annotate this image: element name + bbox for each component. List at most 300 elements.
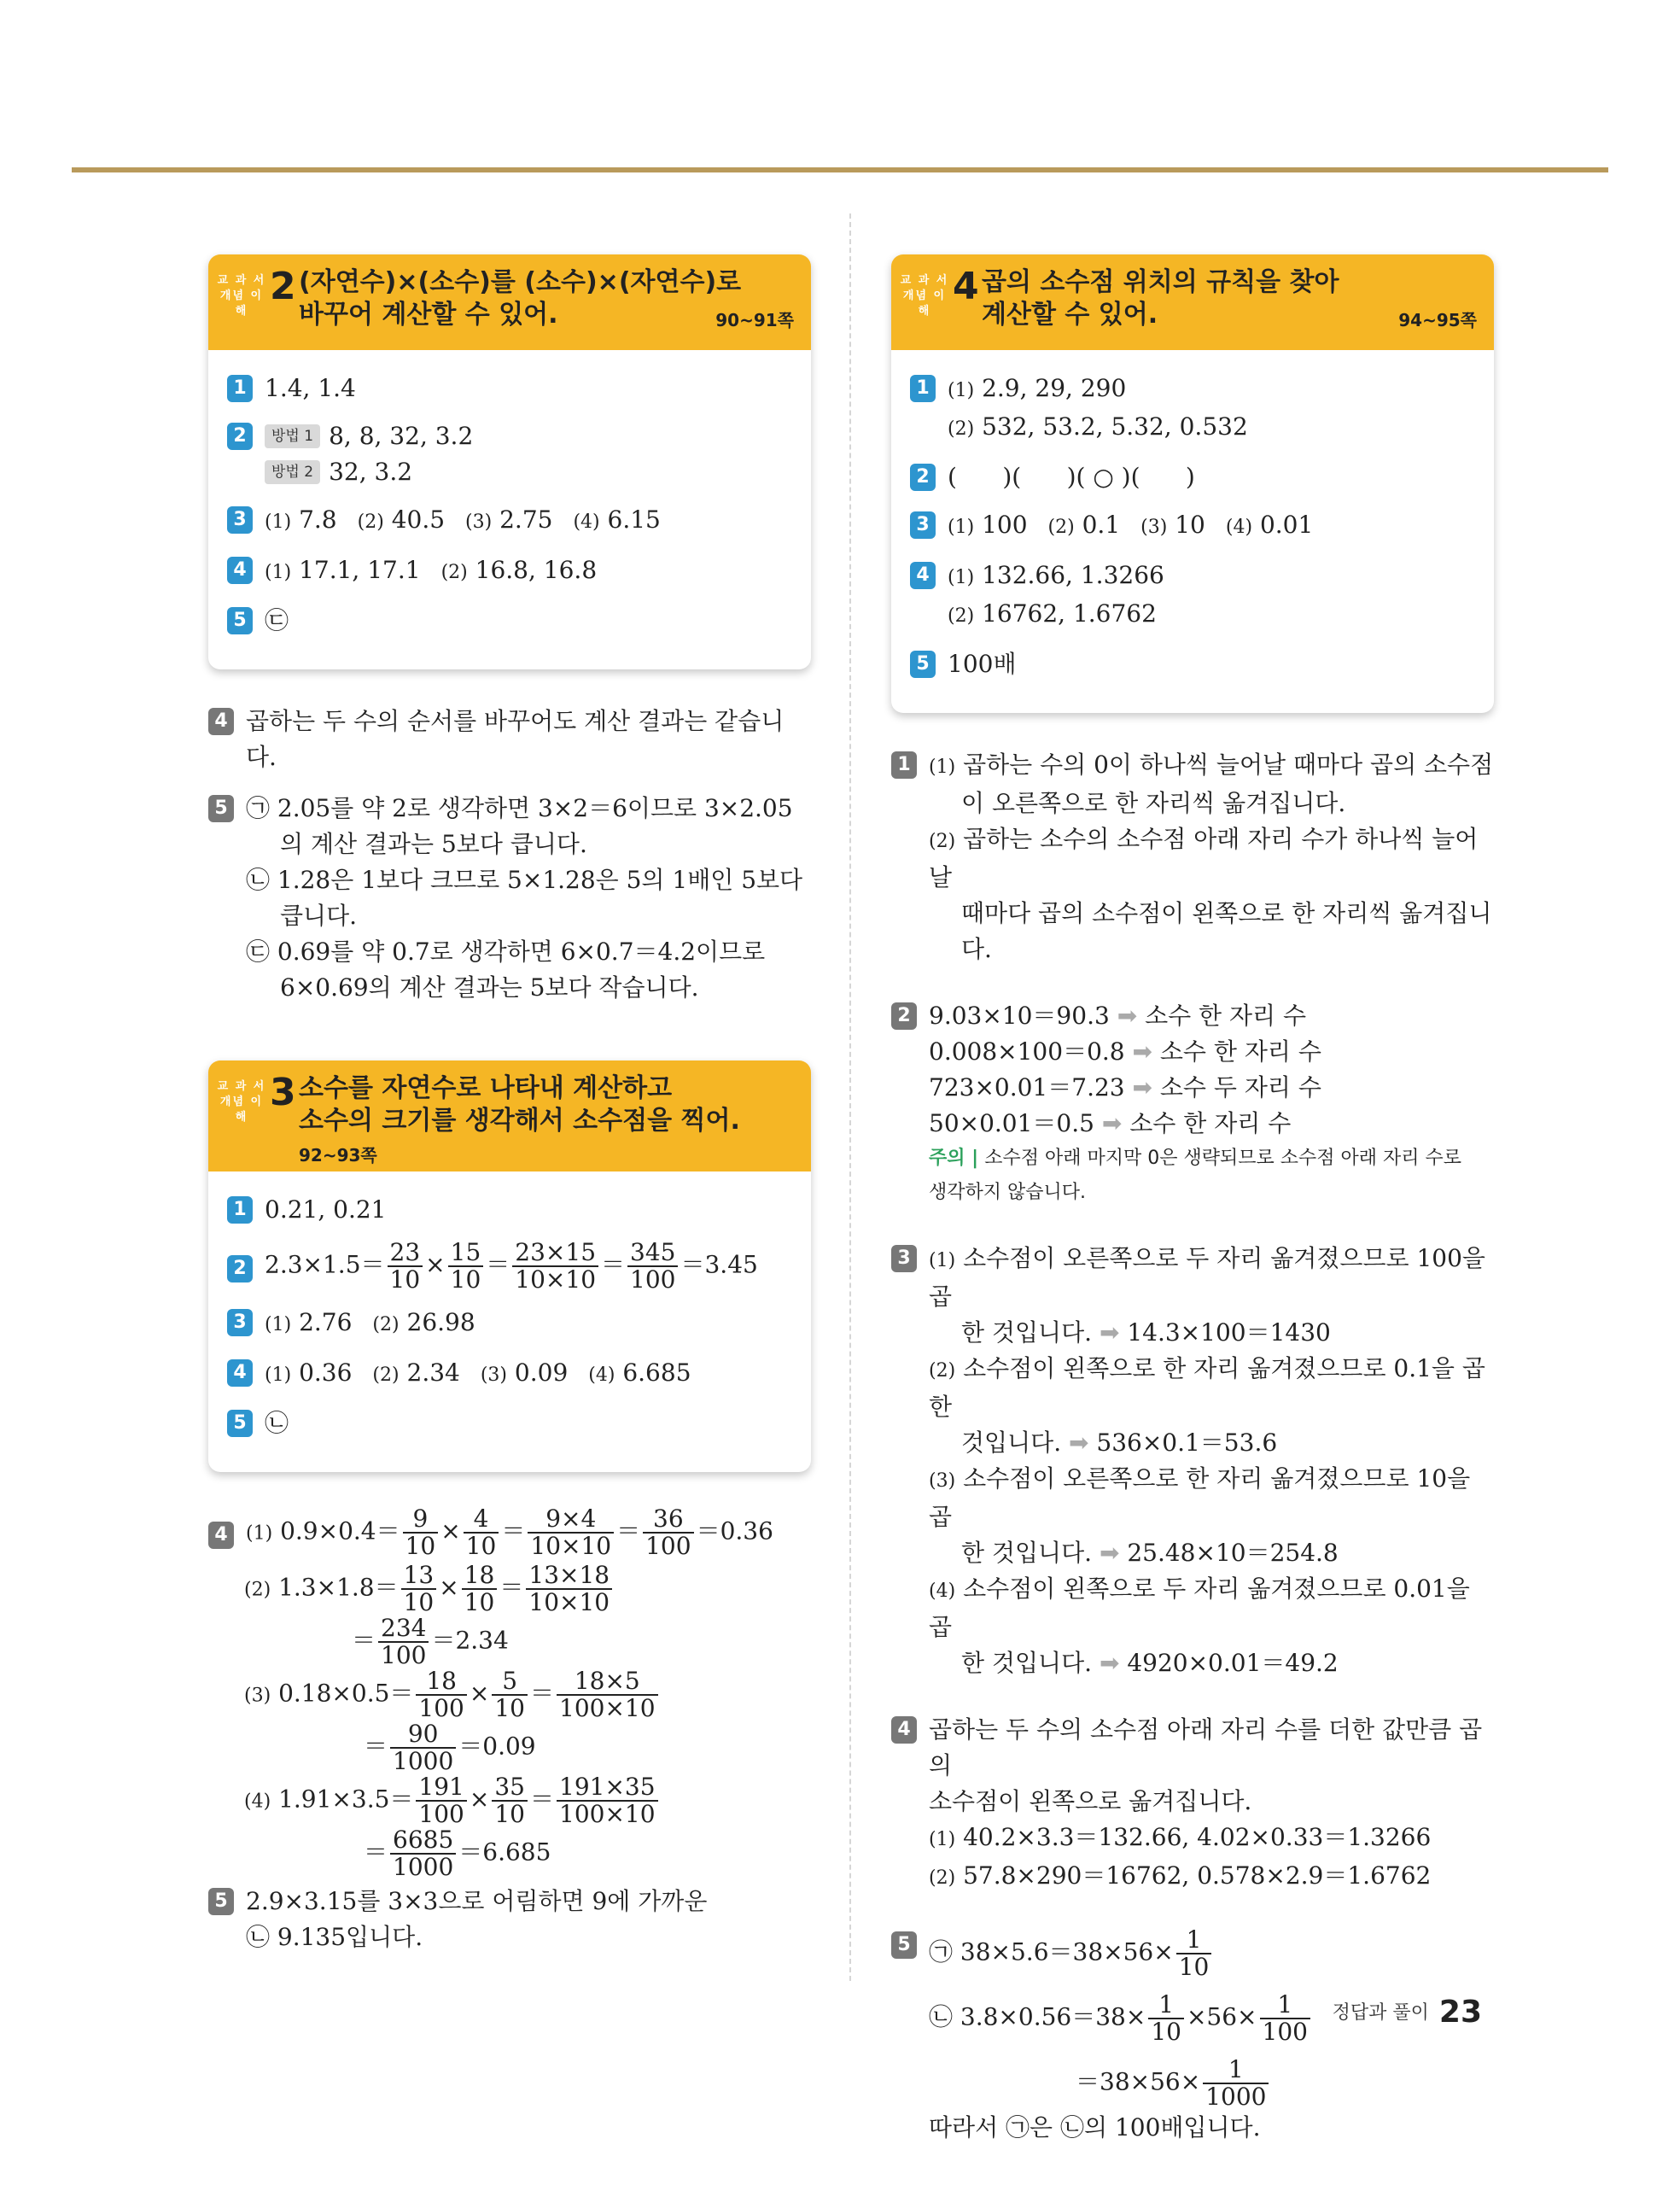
text-fragment: 10×10 — [515, 1265, 597, 1294]
text-fragment: 100 — [418, 1800, 464, 1828]
text-fragment: ＝6.685 — [458, 1838, 551, 1867]
title-line-1: 소수를 자연수로 나타내 계산하고 — [299, 1073, 673, 1103]
text-fragment: 35 — [492, 1774, 528, 1802]
text-fragment: 1 — [1203, 2057, 1269, 2084]
text-fragment: 것입니다. — [961, 1429, 1062, 1457]
text-fragment: 532, 53.2, 5.32, 0.532 — [982, 412, 1248, 441]
text-fragment: 10 — [1175, 511, 1205, 539]
text-fragment: 10 — [464, 1588, 495, 1616]
text-fragment: 소수점이 왼쪽으로 두 자리 옮겨졌으므로 0.01을 곱 — [929, 1575, 1470, 1641]
text-fragment: 0.18×0.5＝ — [278, 1679, 414, 1708]
answer-text — [265, 1240, 758, 1293]
text-fragment: 90 — [390, 1721, 456, 1749]
text-fragment: 25.48×10＝254.8 — [1127, 1539, 1339, 1567]
text-fragment: 10 — [403, 1588, 435, 1616]
text-fragment: 100 — [630, 1265, 676, 1294]
text-fragment: 1000 — [393, 1853, 454, 1881]
page-number: 23 — [1438, 1995, 1482, 2030]
line: 6×0.69의 계산 결과는 5보다 작습니다. — [280, 973, 699, 1002]
text-fragment: 1 — [1148, 1992, 1184, 2019]
text-fragment: (4) — [1225, 517, 1253, 538]
text-fragment: ＝ — [616, 1516, 641, 1545]
text-fragment: 36 — [643, 1506, 693, 1534]
text-fragment: × — [439, 1573, 459, 1602]
concept-badge — [215, 273, 268, 318]
text-fragment: 4920×0.01＝49.2 — [1127, 1649, 1339, 1677]
answer-5 — [910, 646, 1475, 682]
text-fragment: 0.01 — [1259, 511, 1314, 539]
text-fragment: 10×10 — [530, 1532, 612, 1560]
text-fragment: (2) — [929, 1867, 956, 1889]
text-fragment: (2) — [929, 1360, 956, 1382]
answer-number: 4 — [227, 1359, 253, 1387]
explanation-text — [929, 1712, 1494, 1896]
text-fragment: 191 — [416, 1774, 466, 1802]
section-4-explanations — [891, 747, 1494, 2146]
arrow-right-icon: ➡ — [1101, 1109, 1123, 1137]
calc-3 — [208, 1668, 811, 1721]
answers — [208, 350, 811, 669]
caution-note — [929, 1142, 1461, 1176]
fraction — [1203, 2057, 1269, 2110]
fraction — [1148, 1992, 1184, 2045]
explanation-4 — [891, 1712, 1494, 1896]
answer-text: ㉢ — [265, 606, 289, 634]
fraction — [403, 1506, 439, 1559]
method-tag: 방법 2 — [265, 460, 320, 484]
answer-text: 1.4, 1.4 — [265, 374, 356, 402]
text-fragment: ＝0.09 — [458, 1732, 536, 1761]
text-fragment: 345 — [627, 1240, 678, 1267]
text-fragment: 100 — [1262, 2018, 1308, 2046]
text-fragment: 100 — [982, 511, 1028, 539]
explanation-text — [246, 791, 802, 1006]
text-fragment: 9 — [403, 1506, 439, 1534]
answers — [891, 350, 1494, 713]
text-fragment: (1) — [929, 1829, 956, 1850]
text-fragment: 1000 — [393, 1747, 454, 1775]
fraction — [492, 1668, 528, 1721]
text-fragment: (3) — [1140, 517, 1168, 538]
text-fragment: 10 — [1151, 2018, 1181, 2046]
answer-4 — [910, 558, 1475, 634]
text-fragment: (2) — [244, 1579, 271, 1601]
fraction — [512, 1240, 598, 1293]
part-value: 26.98 — [406, 1308, 475, 1336]
explanation-number: 1 — [891, 751, 917, 779]
answer-3 — [227, 1305, 792, 1343]
text-fragment: 한 것입니다. — [961, 1318, 1093, 1347]
answer-5 — [227, 603, 792, 639]
line: ㉠ 2.05를 약 2로 생각하면 3×2＝6이므로 3×2.05 — [246, 794, 793, 822]
calc-4-cont — [208, 1827, 811, 1880]
answer-1 — [910, 371, 1475, 447]
part-value: 16.8, 16.8 — [475, 556, 598, 584]
text-fragment: 0.008×100＝0.8 — [929, 1037, 1125, 1066]
explanation-number: 5 — [208, 795, 234, 822]
answer-number: 4 — [227, 557, 253, 584]
page-range: 94~95쪽 — [1398, 310, 1477, 330]
text-fragment: (2) — [948, 605, 975, 627]
answer-text — [265, 1305, 475, 1343]
fraction — [643, 1506, 693, 1559]
text-fragment: 10 — [494, 1800, 525, 1828]
explanation-number: 5 — [891, 1931, 917, 1959]
part-value: 6.15 — [607, 505, 661, 534]
arrow-right-icon: ➡ — [1132, 1037, 1152, 1066]
answer-text: ( )( )( ○ )( ) — [948, 463, 1195, 491]
fraction — [390, 1721, 456, 1774]
text-fragment: 10 — [465, 1532, 497, 1560]
part-value: 0.36 — [299, 1358, 353, 1387]
answer-1 — [227, 371, 792, 406]
part-value: 2.75 — [499, 505, 553, 534]
calc-2-cont — [208, 1615, 811, 1668]
text-fragment: 소수 두 자리 수 — [1159, 1073, 1321, 1101]
fraction — [388, 1240, 423, 1293]
part-label: (2) — [440, 562, 468, 583]
text-fragment: 132.66, 1.3266 — [982, 561, 1164, 589]
text-fragment: 소수점이 오른쪽으로 한 자리 옮겨졌으므로 10을 곱 — [929, 1464, 1471, 1531]
arrow-right-icon: ➡ — [1099, 1539, 1120, 1567]
answer-number: 1 — [227, 1196, 253, 1224]
text-fragment: 2.9, 29, 290 — [982, 374, 1127, 402]
part-label: (4) — [588, 1364, 615, 1386]
text-fragment: 536×0.1＝53.6 — [1096, 1429, 1278, 1457]
fraction — [492, 1774, 528, 1827]
part-value: 2.34 — [406, 1358, 460, 1387]
text-fragment: (1) — [929, 1250, 956, 1271]
text-fragment: 한 것입니다. — [961, 1539, 1093, 1567]
text-fragment: 18 — [462, 1563, 498, 1590]
section-title — [299, 1072, 792, 1171]
text-fragment: 주의 | — [929, 1148, 979, 1169]
text-fragment: ＝ — [352, 1626, 376, 1655]
left-column — [208, 254, 811, 1964]
answer-number: 3 — [910, 511, 936, 539]
text-fragment: (2) — [929, 831, 956, 852]
answer-number: 5 — [227, 1410, 253, 1437]
text-fragment: 10 — [1178, 1953, 1210, 1981]
title-line-1: (자연수)×(소수)를 (소수)×(자연수)로 — [299, 267, 742, 297]
text-fragment: ㉠ 38×5.6＝38×56× — [929, 1937, 1174, 1966]
part-value: 6.685 — [622, 1358, 691, 1387]
explanation-5 — [208, 1884, 811, 1955]
section-3-explanations — [208, 1506, 811, 1955]
section-4-card — [891, 254, 1494, 713]
text-fragment: ＝ — [499, 1573, 524, 1602]
op: ＝ — [601, 1250, 626, 1279]
answer-number: 1 — [910, 375, 936, 402]
footer-text: 정답과 풀이 — [1332, 2002, 1429, 2024]
text-fragment: 1 — [1260, 1992, 1310, 2019]
text-fragment: 18×5 — [557, 1668, 658, 1696]
section-2-card — [208, 254, 811, 669]
text-fragment: 18 — [416, 1668, 466, 1696]
text-fragment: (1) — [246, 1522, 273, 1545]
fraction — [390, 1827, 456, 1880]
answers — [208, 1171, 811, 1472]
answer-number: 1 — [227, 375, 253, 402]
text-fragment: (1) — [929, 757, 956, 778]
text-fragment: 57.8×290＝16762, 0.578×2.9＝1.6762 — [963, 1861, 1432, 1890]
text-fragment: × — [469, 1679, 490, 1708]
text-fragment: 1 — [1176, 1927, 1212, 1954]
line: ㉢ 0.69를 약 0.7로 생각하면 6×0.7＝4.2이므로 — [246, 938, 766, 966]
text-fragment: 50×0.01＝0.5 — [929, 1109, 1094, 1137]
text-fragment: ＝ — [364, 1732, 388, 1761]
text-fragment: ＝38×56× — [1076, 2067, 1201, 2096]
expr: 2.3×1.5＝ — [265, 1250, 385, 1279]
answer-number: 3 — [227, 506, 253, 534]
text-fragment: 100 — [418, 1694, 464, 1722]
part-value: 2.76 — [299, 1308, 353, 1336]
text-fragment: 5 — [492, 1668, 528, 1696]
title-text: 소수의 크기를 생각해서 소수점을 찍어. — [299, 1106, 740, 1136]
explanation-number: 4 — [208, 708, 234, 735]
text-fragment: 소수점이 왼쪽으로 한 자리 옮겨졌으므로 0.1을 곱한 — [929, 1354, 1485, 1421]
answer-text: 0.21, 0.21 — [265, 1195, 387, 1224]
text-fragment: 2.9×3.15를 3×3으로 어림하면 9에 가까운 — [246, 1887, 708, 1915]
page-range: 92~93쪽 — [299, 1145, 377, 1166]
text-fragment: 소수 한 자리 수 — [1145, 1002, 1307, 1030]
right-column — [891, 254, 1494, 2154]
text-fragment: ＝0.36 — [696, 1516, 773, 1545]
answer-2 — [227, 1240, 792, 1293]
fraction — [416, 1774, 466, 1827]
part-label: (1) — [265, 1364, 292, 1386]
answer-number: 4 — [910, 562, 936, 589]
answer-text — [948, 558, 1164, 634]
text-fragment: 15 — [448, 1240, 484, 1267]
answer-4 — [227, 552, 792, 591]
text-fragment: 이 오른쪽으로 한 자리씩 옮겨집니다. — [961, 789, 1346, 817]
answer-1 — [227, 1192, 792, 1228]
text-fragment: 13×18 — [526, 1563, 612, 1590]
explanation-text — [929, 1241, 1494, 1681]
part-label: (4) — [573, 511, 600, 533]
answer-number: 2 — [227, 423, 253, 450]
explanation-2 — [891, 998, 1494, 1210]
text-fragment: 16762, 1.6762 — [982, 599, 1157, 628]
title-line-1: 곱의 소수점 위치의 규칙을 찾아 — [982, 267, 1339, 297]
explanation-3 — [891, 1241, 1494, 1681]
answer-number: 2 — [910, 464, 936, 491]
badge-text: 교 과 서 개념 이해 — [900, 274, 949, 318]
explanation-number: 2 — [891, 1002, 917, 1030]
fraction — [627, 1240, 678, 1293]
explanation-5 — [891, 1927, 1494, 2146]
answer-5 — [227, 1405, 792, 1441]
text-fragment: 23 — [388, 1240, 423, 1267]
answer-text — [265, 418, 473, 490]
fraction — [464, 1506, 499, 1559]
part-label: (2) — [372, 1364, 400, 1386]
fraction — [378, 1615, 429, 1668]
calc-4 — [208, 1774, 811, 1827]
text-fragment: (3) — [244, 1685, 271, 1707]
badge-text: 교 과 서 개념 이해 — [217, 274, 266, 318]
text-fragment: 소수점이 왼쪽으로 옮겨집니다. — [929, 1787, 1252, 1815]
answer-text: ㉡ — [265, 1409, 289, 1437]
text-fragment: 9.03×10＝90.3 — [929, 1002, 1110, 1030]
title-line-2 — [299, 1105, 792, 1171]
answer-2 — [227, 418, 792, 490]
method-tag: 방법 1 — [265, 424, 320, 448]
part-label: (1) — [265, 1314, 292, 1335]
section-number: 4 — [953, 265, 979, 308]
calc-1 — [246, 1506, 773, 1559]
calc-2 — [208, 1563, 811, 1615]
fraction — [1176, 1927, 1212, 1980]
explanation-4 — [208, 1506, 811, 1559]
part-label: (1) — [265, 511, 292, 533]
text-fragment: 100 — [381, 1641, 427, 1669]
text-fragment: 소수 한 자리 수 — [1129, 1109, 1292, 1137]
arrow-right-icon: ➡ — [1117, 1002, 1138, 1030]
text-fragment: (1) — [948, 567, 975, 588]
text-fragment: ×56× — [1186, 2002, 1257, 2031]
text-fragment: ＝ — [529, 1785, 554, 1814]
title-line-2: 계산할 수 있어. — [982, 300, 1158, 330]
explanation-text — [929, 747, 1494, 967]
explanation-text: 곱하는 두 수의 순서를 바꾸어도 계산 결과는 같습니다. — [246, 707, 785, 771]
method-value: 8, 8, 32, 3.2 — [329, 422, 474, 450]
text-fragment: 100 — [645, 1532, 691, 1560]
arrow-right-icon: ➡ — [1132, 1073, 1152, 1101]
explanation-number: 3 — [891, 1245, 917, 1272]
text-fragment: 6685 — [390, 1827, 456, 1855]
text-fragment: ＝ — [364, 1838, 388, 1867]
fraction — [526, 1563, 612, 1615]
text-fragment: ＝ — [501, 1516, 526, 1545]
part-value: 17.1, 17.1 — [299, 556, 421, 584]
explanation-number: 4 — [891, 1716, 917, 1744]
fraction — [416, 1668, 466, 1721]
section-3-header — [208, 1060, 811, 1171]
explanation-number: 4 — [208, 1522, 234, 1549]
text-fragment: 14.3×100＝1430 — [1127, 1318, 1331, 1347]
calc-3-cont — [208, 1721, 811, 1774]
fraction — [462, 1563, 498, 1615]
section-4-header — [891, 254, 1494, 350]
text-fragment: 곱하는 수의 0이 하나씩 늘어날 때마다 곱의 소수점 — [963, 751, 1494, 779]
text-fragment: ㉡ 9.135입니다. — [246, 1923, 423, 1951]
text-fragment: 4 — [464, 1506, 499, 1534]
text-fragment: 1.3×1.8＝ — [278, 1573, 399, 1602]
answer-4 — [227, 1355, 792, 1393]
text-fragment: 1000 — [1205, 2083, 1267, 2111]
text-fragment: 0.9×0.4＝ — [280, 1516, 400, 1545]
answer-text — [265, 502, 661, 540]
text-fragment: 10 — [494, 1694, 525, 1722]
arrow-right-icon: ➡ — [1069, 1429, 1089, 1457]
explanation-text — [246, 1884, 707, 1955]
part-label: (2) — [357, 511, 384, 533]
section-3-card — [208, 1060, 811, 1472]
top-rule — [72, 167, 1608, 172]
explanation-number: 5 — [208, 1888, 234, 1915]
page-range: 90~91쪽 — [715, 310, 794, 330]
answer-3 — [910, 507, 1475, 546]
text-fragment: 191×35 — [557, 1774, 658, 1802]
explanation-text — [929, 1927, 1313, 2146]
concept-badge — [215, 1079, 268, 1124]
fraction — [1260, 1992, 1310, 2045]
fraction — [401, 1563, 437, 1615]
text-fragment: 234 — [378, 1615, 429, 1643]
part-label: (3) — [465, 511, 493, 533]
text-fragment: 0.1 — [1082, 511, 1121, 539]
answer-text — [265, 552, 597, 591]
section-2-header — [208, 254, 811, 350]
text-fragment: (1) — [948, 380, 975, 401]
explanation-text — [929, 998, 1461, 1210]
text-fragment: (3) — [929, 1470, 956, 1492]
answer-number: 2 — [227, 1255, 253, 1282]
text-fragment: 40.2×3.3＝132.66, 4.02×0.33＝1.3266 — [963, 1823, 1432, 1851]
section-number: 2 — [270, 265, 296, 308]
op: ＝ — [486, 1250, 510, 1279]
answer-text — [948, 507, 1313, 546]
section-2-explanations — [208, 704, 811, 1006]
text-fragment: ＝2.34 — [431, 1626, 509, 1655]
concept-badge — [898, 273, 951, 318]
badge-text: 교 과 서 개념 이해 — [217, 1080, 266, 1124]
text-fragment: 곱하는 소수의 소수점 아래 자리 수가 하나씩 늘어날 — [929, 825, 1479, 891]
answer-2 — [910, 459, 1475, 495]
arrow-right-icon: ➡ — [1099, 1318, 1120, 1347]
line: 의 계산 결과는 5보다 큽니다. — [280, 830, 587, 858]
text-fragment: × — [440, 1516, 461, 1545]
explanation-4 — [208, 704, 811, 775]
text-fragment: 1.91×3.5＝ — [278, 1785, 414, 1814]
caution-note-line2: 생각하지 않습니다. — [929, 1182, 1087, 1203]
text-fragment: 한 것입니다. — [961, 1649, 1093, 1677]
line: 큽니다. — [280, 902, 358, 930]
text-fragment: 소수점 아래 마지막 0은 생략되므로 소수점 아래 자리 수로 — [984, 1148, 1461, 1169]
answer-number: 3 — [227, 1309, 253, 1336]
text-fragment: ㉡ 3.8×0.56＝38× — [929, 2002, 1146, 2031]
arrow-right-icon: ➡ — [1099, 1649, 1120, 1677]
part-value: 7.8 — [299, 505, 337, 534]
answer-text — [948, 371, 1248, 447]
text-fragment: 10 — [405, 1532, 436, 1560]
text-fragment: 100×10 — [559, 1694, 656, 1722]
line: ㉡ 1.28은 1보다 크므로 5×1.28은 5의 1배인 5보다 — [246, 866, 803, 894]
text-fragment: 10×10 — [528, 1588, 610, 1616]
part-label: (3) — [480, 1364, 508, 1386]
result: ＝3.45 — [680, 1250, 758, 1279]
text-fragment: × — [469, 1785, 490, 1814]
answer-text — [265, 1355, 691, 1393]
text-fragment: 때마다 곱의 소수점이 왼쪽으로 한 자리씩 옮겨집니다. — [961, 899, 1492, 963]
text-fragment: 10 — [389, 1265, 421, 1294]
column-divider — [849, 213, 851, 1981]
section-number: 3 — [270, 1071, 296, 1114]
explanation-1 — [891, 747, 1494, 967]
answer-3 — [227, 502, 792, 540]
text-fragment: 13 — [401, 1563, 437, 1590]
text-fragment: 10 — [450, 1265, 481, 1294]
answer-number: 5 — [910, 651, 936, 678]
part-label: (1) — [265, 562, 292, 583]
text-fragment: (2) — [1047, 517, 1075, 538]
fraction — [557, 1774, 658, 1827]
text-fragment: 9×4 — [528, 1506, 614, 1534]
text-fragment: 따라서 ㉠은 ㉡의 100배입니다. — [929, 2113, 1261, 2141]
fraction — [557, 1668, 658, 1721]
